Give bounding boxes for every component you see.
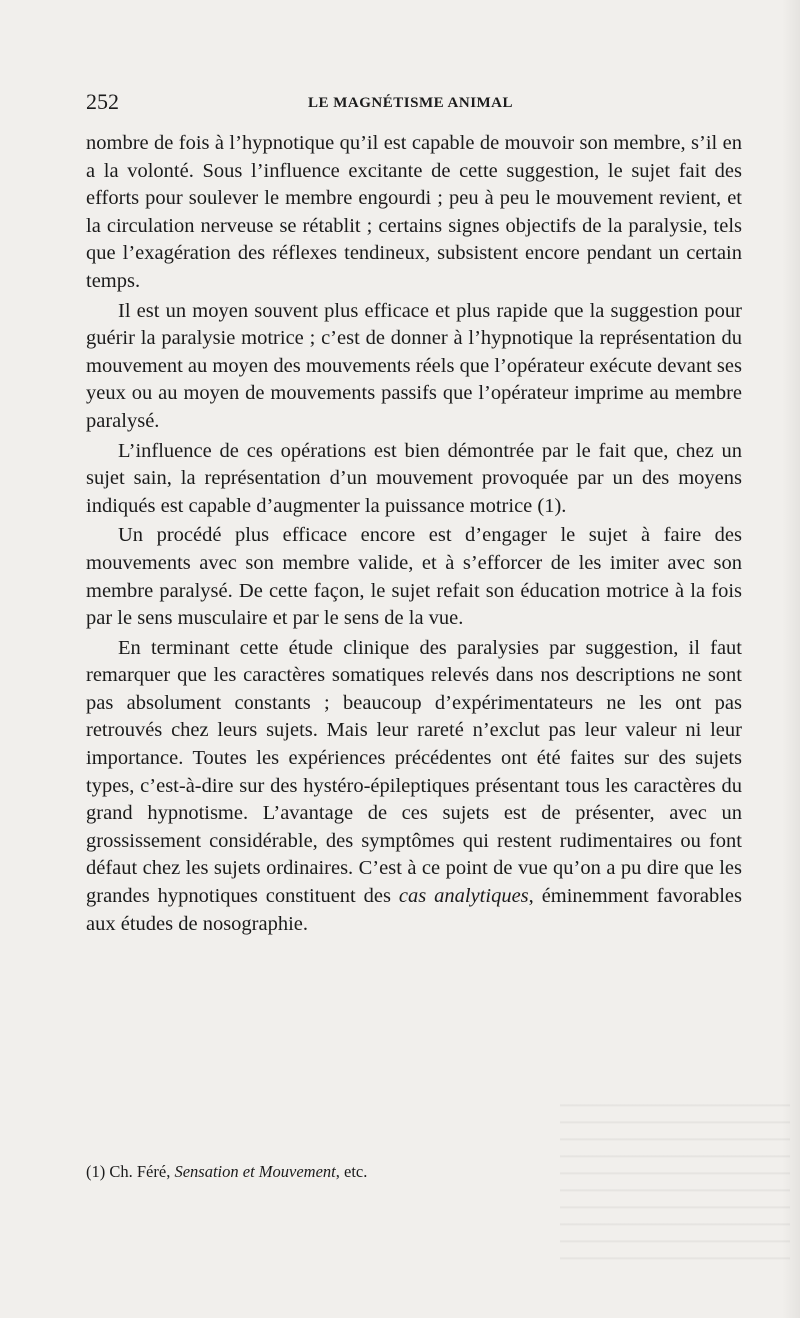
page-number: 252	[86, 89, 119, 114]
footnote-suffix: , etc.	[335, 1162, 368, 1181]
footnote-marker: (1) Ch. Féré,	[86, 1162, 171, 1181]
main-text	[86, 130, 742, 938]
page-header	[86, 88, 742, 116]
paragraph-5-italic: cas analytiques	[398, 885, 529, 908]
paragraph-3: L’influence de ces opérations est bien démontrée par le fait que, chez un sujet sain, la représentation d’un mouvement provoquée par un des moyens indiqués est capable d’augmenter la puissance motrice (1).	[86, 439, 742, 517]
running-title: LE MAGNÉTISME ANIMAL	[308, 95, 514, 111]
footnote-title: Sensation et Mouvement	[174, 1162, 336, 1181]
paragraph-5-end: , éminemment favorables aux études de nosographie.	[86, 885, 742, 935]
footnote	[86, 1160, 742, 1184]
paragraph-1: nombre de fois à l’hypnotique qu’il est capable de mouvoir son membre, s’il en a la volonté. Sous l’influence excitante de cette suggestion, le sujet fait des efforts pour soulever le membre engourdi ; peu à peu le mouvement revient, et la circulation nerveuse se rétablit ; certains signes objectifs de la paralysie, tels que l’exagération des réflexes tendineux, subsistent encore pendant un certain temps.	[86, 132, 742, 292]
footnote-line	[86, 1160, 742, 1184]
paragraph-5	[86, 635, 742, 939]
paragraph-4: Un procédé plus efficace encore est d’engager le sujet à faire des mouvements avec son membre valide, et à s’efforcer de les imiter avec son membre paralysé. De cette façon, le sujet refait son éducation motrice à la fois par le sens musculaire et par le sens de la vue.	[86, 524, 742, 630]
paragraph-2: Il est un moyen souvent plus efficace et plus rapide que la suggestion pour guérir la paralysie motrice ; c’est de donner à l’hypnotique la représentation du mouvement au moyen des mouvements réels que l’opérateur exécute devant ses yeux ou au moyen de mouvements passifs que l’opérateur imprime au membre paralysé.	[86, 299, 742, 432]
paragraph-5-text: En terminant cette étude clinique des paralysies par suggestion, il faut remarquer que les caractères somatiques relevés dans nos descriptions ne sont pas absolument constants ; beaucoup d’expérimentateurs ne les ont pas retrouvés chez leurs sujets. Mais leur rareté n’exclut pas leur valeur ni leur importance. Toutes les expériences précédentes ont été faites sur des sujets types, c’est-à-dire sur des hystéro-épileptiques présentant tous les caractères du grand hypnotisme. L’avantage de ces sujets est de présenter, avec un grossissement considérable, des symptômes qui restent rudimentaires ou font défaut chez les sujets ordinaires. C’est à ce point de vue qu’on a pu dire que les grandes hypnotiques constituent des	[86, 636, 742, 908]
